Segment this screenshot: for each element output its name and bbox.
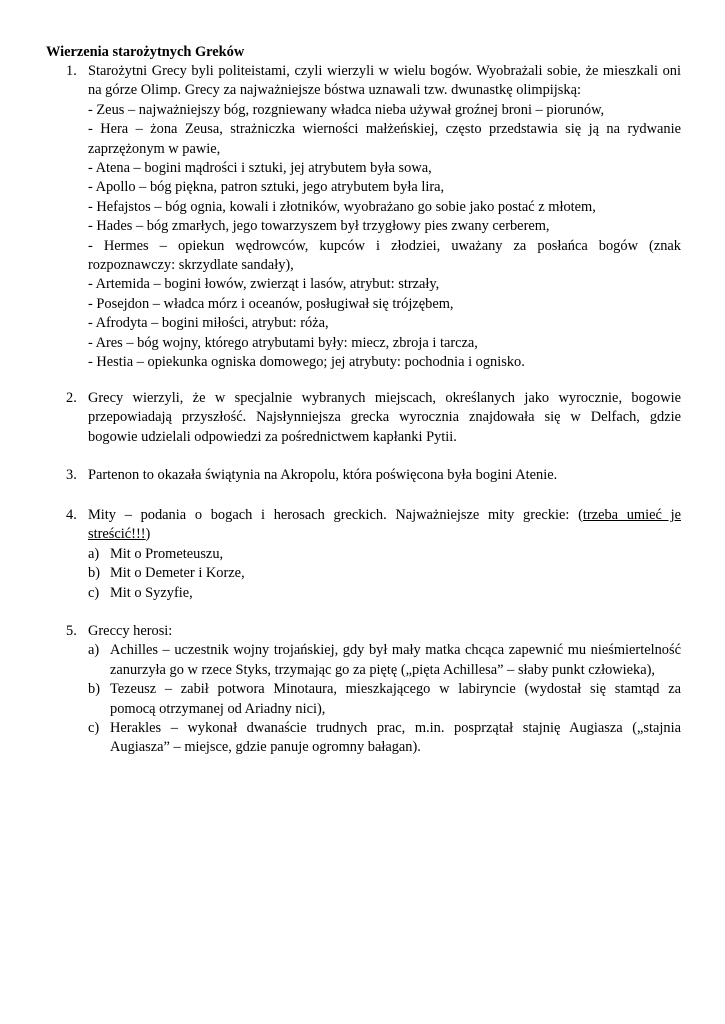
list-text: pomocą otrzymanej od Ariadny nici),: [110, 700, 326, 717]
section-number: 1.: [66, 63, 77, 79]
underlined-note: trzeba umieć je: [582, 507, 681, 523]
closing-paren: ): [145, 526, 151, 543]
list-item-myth-a: [88, 545, 681, 564]
list-item-posejdon: - Posejdon – władca mórz i oceanów, posługiwał się trójzębem,: [88, 295, 454, 312]
list-item-hero-a: [88, 641, 681, 680]
paragraph-line: Starożytni Grecy byli politeistami, czyli wierzyli w wielu bogów. Wyobrażali sobie, że mieszkali oni: [88, 63, 681, 79]
list-letter: c): [88, 720, 100, 737]
section-number: 3.: [66, 467, 77, 483]
list-letter: c): [88, 584, 100, 601]
paragraph-line: przepowiadają przyszłość. Najsłynniejsza grecka wyrocznia znajdowała się w Delfach, gdzie: [88, 409, 681, 426]
list-item-afrodyta: - Afrodyta – bogini miłości, atrybut: róża,: [88, 315, 329, 332]
section-5-body: [88, 622, 681, 758]
underlined-note-cont: streścić!!!: [88, 526, 146, 543]
section-1-body: [88, 62, 681, 373]
list-item-hera: - Hera – żona Zeusa, strażniczka wierności małżeńskiej, często przedstawia się ją na rydwanie: [88, 121, 681, 138]
list-letter: a): [88, 642, 100, 659]
paragraph-line: Grecy wierzyli, że w specjalnie wybranych miejscach, określanych jako wyrocznie, bogowie: [88, 390, 681, 406]
section-number: 5.: [66, 623, 77, 639]
paragraph-line: [88, 506, 681, 525]
paragraph-line: Greccy herosi:: [88, 623, 173, 639]
list-item-hefajstos: - Hefajstos – bóg ognia, kowali i złotników, wyobrażano go sobie jako postać z młotem,: [88, 198, 596, 215]
list-text: Mit o Syzyfie,: [110, 584, 193, 601]
list-item-zeus: - Zeus – najważniejszy bóg, rozgniewany władca nieba używał groźnej broni – piorunów,: [88, 101, 605, 118]
section-4-body: [88, 506, 681, 603]
list-item-apollo: - Apollo – bóg piękna, patron sztuki, jego atrybutem była lira,: [88, 179, 445, 196]
list-text: Achilles – uczestnik wojny trojańskiej, gdy był mały matka chcąca zapewnić mu nieśmiertelność: [110, 642, 681, 659]
paragraph-line: bogowie udzielali odpowiedzi za pośrednictwem kapłanki Pytii.: [88, 428, 457, 445]
section-number: 2.: [66, 390, 77, 406]
list-letter: a): [88, 545, 100, 562]
list-item-atena: - Atena – bogini mądrości i sztuki, jej atrybutem była sowa,: [88, 160, 432, 177]
list-item-hero-b: [88, 680, 681, 719]
list-text: Augiasza” – miejsce, gdzie panuje ogromny bałagan).: [110, 739, 421, 756]
list-text: Mit o Prometeuszu,: [110, 545, 224, 562]
list-letter: b): [88, 565, 100, 582]
list-text: Herakles – wykonał dwanaście trudnych prac, m.in. posprzątał stajnię Augiasza („stajnia: [110, 720, 681, 737]
list-text: zanurzyła go w rzece Styks, trzymając go za piętę („pięta Achillesa” – słaby punkt człowieka),: [110, 661, 656, 678]
section-2-body: [88, 389, 681, 447]
list-text: Tezeusz – zabił potwora Minotaura, mieszkającego w labiryncie (wydostał się stamtąd za: [110, 681, 681, 698]
list-item-hestia: - Hestia – opiekunka ogniska domowego; jej atrybuty: pochodnia i ognisko.: [88, 354, 525, 371]
list-text: Mit o Demeter i Korze,: [110, 565, 245, 582]
list-item-artemida: - Artemida – bogini łowów, zwierząt i lasów, atrybut: strzały,: [88, 276, 440, 293]
paragraph-line: Partenon to okazała świątynia na Akropolu, która poświęcona była bogini Atenie.: [88, 467, 558, 483]
list-item-hera-cont: zaprzężonym w pawie,: [88, 140, 221, 157]
list-item-hermes: - Hermes – opiekun wędrowców, kupców i złodziei, uważany za posłańca bogów (znak: [88, 237, 681, 254]
paragraph-line: [88, 525, 681, 544]
list-item-hades: - Hades – bóg zmarłych, jego towarzyszem był trzygłowy pies zwany cerberem,: [88, 218, 550, 235]
myths-intro-text: Mity – podania o bogach i herosach greckich. Najważniejsze mity greckie: (: [88, 507, 583, 523]
section-number: 4.: [66, 507, 77, 523]
paragraph-line: na górze Olimp. Grecy za najważniejsze bóstwa uznawali tzw. dwunastkę olimpijską:: [88, 82, 581, 99]
list-item-hero-c: [88, 719, 681, 758]
list-item-hermes-cont: rozpoznawczy: skrzydlate sandały),: [88, 257, 294, 274]
section-3-body: [88, 466, 681, 485]
document-title: Wierzenia starożytnych Greków: [46, 44, 245, 60]
list-item-ares: - Ares – bóg wojny, którego atrybutami były: miecz, zbroja i tarcza,: [88, 334, 478, 351]
list-item-myth-b: [88, 564, 681, 583]
list-item-myth-c: [88, 584, 681, 603]
list-letter: b): [88, 681, 100, 698]
